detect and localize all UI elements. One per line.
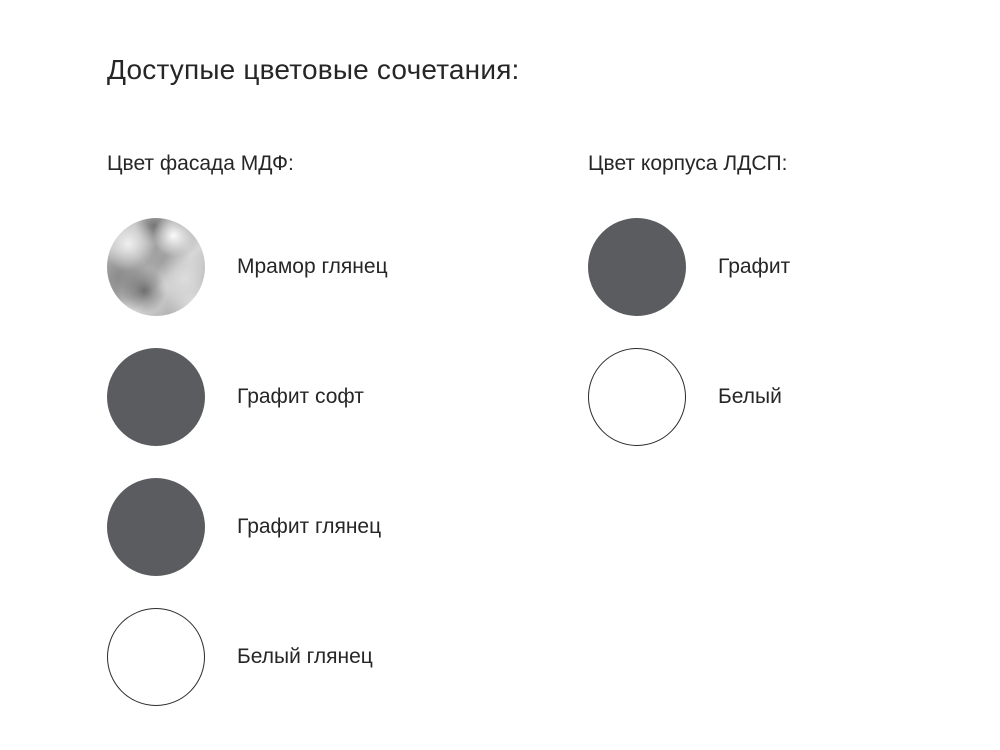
list-item[interactable] [107, 202, 388, 332]
graphite-soft-swatch-icon[interactable] [107, 348, 205, 446]
white-swatch-icon[interactable] [588, 348, 686, 446]
facade-swatch-list [107, 202, 388, 722]
page-title: Доступые цветовые сочетания: [107, 54, 520, 85]
list-item[interactable] [107, 462, 388, 592]
swatch-label: Белый глянец [237, 645, 373, 668]
facade-color-column [107, 152, 388, 722]
swatch-label: Белый [718, 385, 782, 408]
swatch-label: Графит софт [237, 385, 364, 408]
list-item[interactable] [588, 332, 790, 462]
carcass-color-column [588, 152, 790, 462]
graphite-swatch-icon[interactable] [588, 218, 686, 316]
graphite-gloss-swatch-icon[interactable] [107, 478, 205, 576]
swatch-label: Графит [718, 255, 791, 278]
marble-swatch-icon[interactable] [107, 218, 205, 316]
swatch-label: Мрамор глянец [237, 255, 388, 278]
list-item[interactable] [107, 332, 388, 462]
carcass-swatch-list [588, 202, 790, 462]
list-item[interactable] [588, 202, 790, 332]
carcass-column-heading: Цвет корпуса ЛДСП: [588, 152, 788, 175]
swatch-label: Графит глянец [237, 515, 382, 538]
facade-column-heading: Цвет фасада МДФ: [107, 152, 294, 175]
list-item[interactable] [107, 592, 388, 722]
white-gloss-swatch-icon[interactable] [107, 608, 205, 706]
